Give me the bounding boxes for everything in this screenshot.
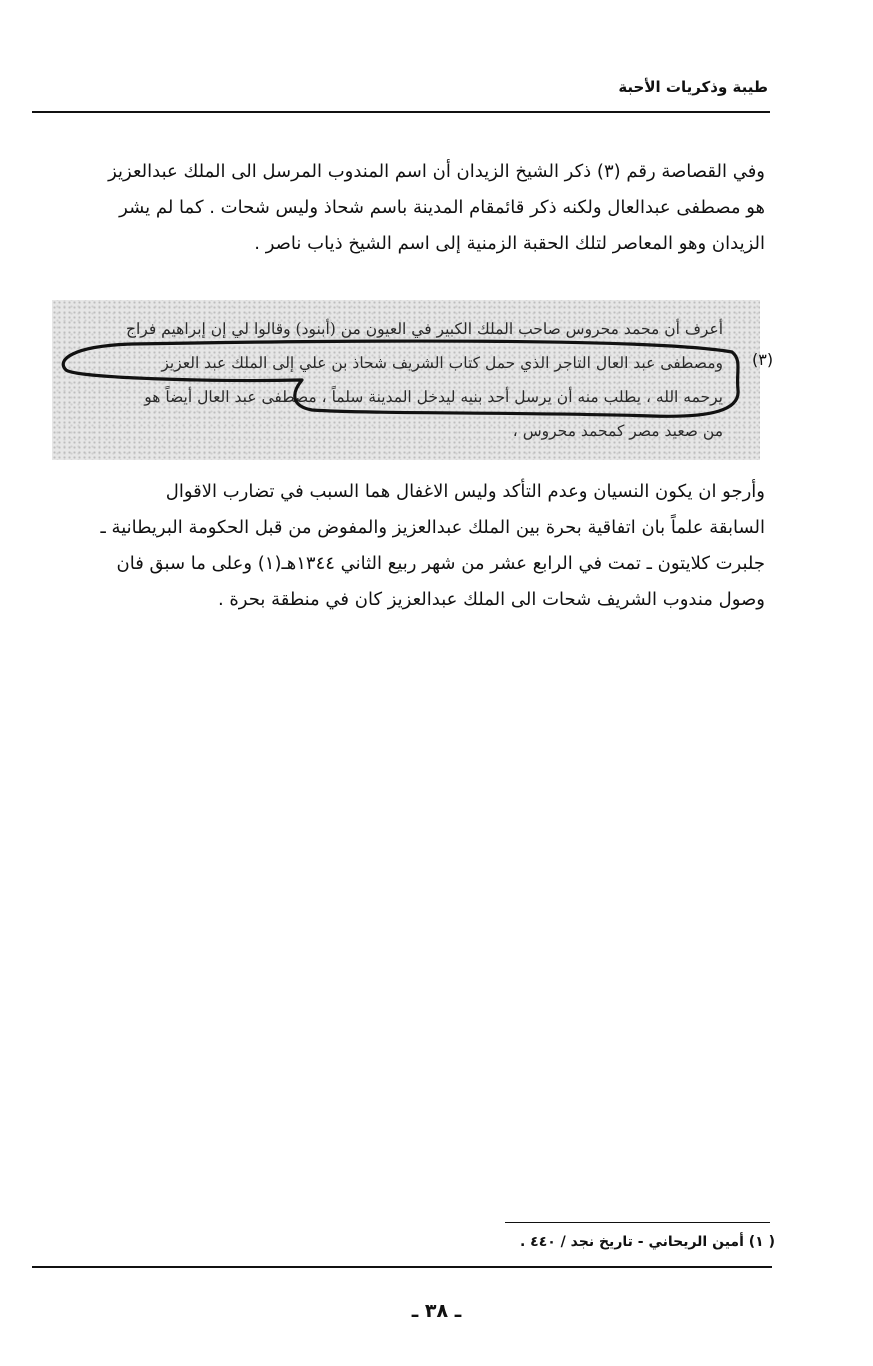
footnote-separator: [505, 1222, 770, 1223]
running-header: طيبة وذكريات الأحبة: [618, 78, 768, 96]
page-number: ـ ٣٨ ـ: [411, 1300, 462, 1322]
clipping-line: يرحمه الله ، يطلب منه أن يرسل أحد بنيه ليدخل المدينة سلماً ، مصطفى عبد العال أيضاً هو: [144, 388, 723, 406]
footnote: ( ١) أمين الريحاني - تاريخ نجد / ٤٤٠ .: [519, 1234, 775, 1250]
paragraph-line: وفي القصاصة رقم (٣) ذكر الشيخ الزيدان أن اسم المندوب المرسل الى الملك عبدالعزيز: [108, 161, 765, 182]
footer-rule: [32, 1266, 772, 1268]
clipping-number: (٣): [752, 350, 774, 369]
paragraph-line: السابقة علماً بان اتفاقية بحرة بين الملك عبدالعزيز والمفوض من قبل الحكومة البريطانية ـ: [100, 517, 765, 538]
paragraph-line: هو مصطفى عبدالعال ولكنه ذكر قائمقام المدينة باسم شحاذ وليس شحات . كما لم يشر: [119, 197, 765, 218]
hand-drawn-circle-annotation: [52, 330, 752, 430]
clipping-line: ومصطفى عبد العال التاجر الذي حمل كتاب الشريف شحاذ بن علي إلى الملك عبد العزيز: [161, 354, 723, 372]
paragraph-line: وصول مندوب الشريف شحات الى الملك عبدالعزيز كان في منطقة بحرة .: [217, 589, 765, 610]
paragraph-line: وأرجو ان يكون النسيان وعدم التأكد وليس الاغفال هما السبب في تضارب الاقوال: [165, 481, 765, 502]
paragraph-line: الزيدان وهو المعاصر لتلك الحقبة الزمنية إلى اسم الشيخ ذياب ناصر .: [254, 233, 765, 254]
paragraph-1: [20, 154, 765, 262]
clipping-line: من صعيد مصر كمحمد محروس ،: [512, 422, 723, 440]
header-rule: [32, 111, 770, 113]
paragraph-line: جلبرت كلايتون ـ تمت في الرابع عشر من شهر ربيع الثاني ١٣٤٤هـ(١) وعلى ما سبق فان: [116, 553, 765, 574]
paragraph-2: [20, 474, 765, 618]
clipping-line: أعرف أن محمد محروس صاحب الملك الكبير في العيون من (أبنود) وقالوا لي إن إبراهيم فراج: [125, 320, 723, 338]
